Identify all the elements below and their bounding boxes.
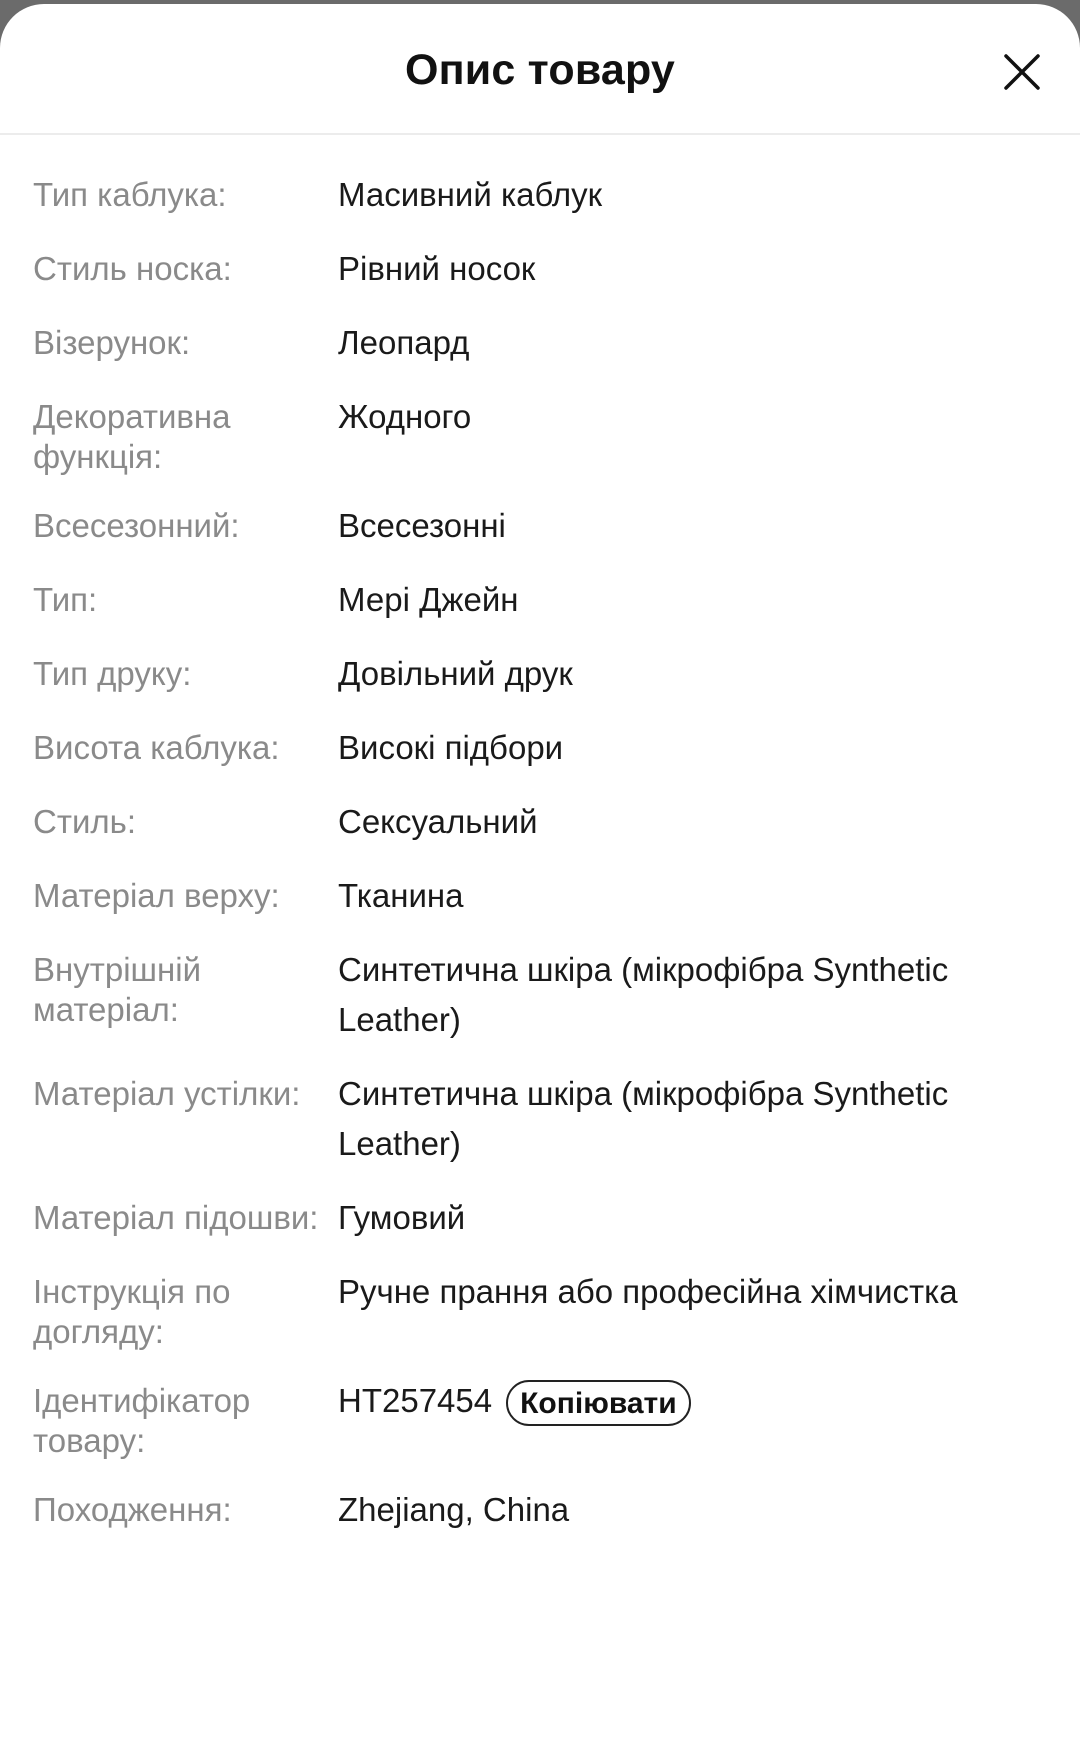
spec-row-origin — [0, 1490, 1080, 1535]
spec-row-insole-material — [0, 1074, 1080, 1169]
spec-label: Декоративна функція: — [33, 398, 231, 475]
close-button[interactable] — [1000, 50, 1044, 94]
spec-row-inner-material — [0, 950, 1080, 1045]
spec-value: Леопард — [338, 324, 470, 361]
product-id-value: HT257454 — [338, 1382, 493, 1419]
spec-row-heel-height — [0, 728, 1080, 773]
spec-label: Стиль: — [33, 803, 136, 840]
spec-label: Тип каблука: — [33, 176, 227, 213]
spec-row-sole-material — [0, 1198, 1080, 1243]
spec-value-wrapper — [338, 1376, 1080, 1461]
spec-value: Високі підбори — [338, 729, 564, 766]
spec-value: Zhejiang, China — [338, 1491, 570, 1528]
spec-row-decorative — [0, 397, 1080, 477]
product-description-sheet — [0, 4, 1080, 1744]
spec-value: Всесезонні — [338, 507, 506, 544]
spec-row-style — [0, 802, 1080, 847]
spec-list — [0, 135, 1080, 1535]
spec-row-season — [0, 506, 1080, 551]
spec-value: Сексуальний — [338, 803, 538, 840]
spec-label: Стиль носка: — [33, 250, 232, 287]
spec-value: Ручне прання або професійна хімчистка — [338, 1273, 958, 1310]
spec-row-print-type — [0, 654, 1080, 699]
sheet-header — [0, 4, 1080, 135]
close-icon — [1000, 50, 1044, 94]
spec-value: Жодного — [338, 398, 472, 435]
spec-label: Інструкція по догляду: — [33, 1273, 231, 1350]
spec-label: Тип друку: — [33, 655, 192, 692]
spec-label: Тип: — [33, 581, 98, 618]
spec-label: Матеріал підошви: — [33, 1199, 319, 1236]
spec-label: Матеріал верху: — [33, 877, 280, 914]
spec-label: Ідентифікатор товару: — [33, 1382, 251, 1459]
spec-row-type — [0, 580, 1080, 625]
spec-value: Масивний каблук — [338, 176, 603, 213]
spec-value: Синтетична шкіра (мікрофібра Synthetic Leather) — [338, 1075, 949, 1162]
spec-row-care — [0, 1272, 1080, 1352]
spec-row-product-id — [0, 1381, 1080, 1461]
spec-value: Мері Джейн — [338, 581, 519, 618]
spec-value: Довільний друк — [338, 655, 573, 692]
spec-value: Гумовий — [338, 1199, 466, 1236]
spec-row-toe-style — [0, 249, 1080, 294]
spec-label: Висота каблука: — [33, 729, 280, 766]
spec-label: Візерунок: — [33, 324, 191, 361]
spec-value: Рівний носок — [338, 250, 536, 287]
spec-value: Тканина — [338, 877, 464, 914]
spec-label: Походження: — [33, 1491, 232, 1528]
spec-row-upper-material — [0, 876, 1080, 921]
spec-value: Синтетична шкіра (мікрофібра Synthetic Leather) — [338, 951, 949, 1038]
spec-row-heel-type — [0, 175, 1080, 220]
page-title: Опис товару — [404, 46, 676, 94]
copy-button[interactable]: Копіювати — [506, 1380, 691, 1426]
spec-label: Матеріал устілки: — [33, 1075, 301, 1112]
spec-label: Всесезонний: — [33, 507, 240, 544]
spec-row-pattern — [0, 323, 1080, 368]
spec-label: Внутрішній матеріал: — [33, 951, 201, 1028]
